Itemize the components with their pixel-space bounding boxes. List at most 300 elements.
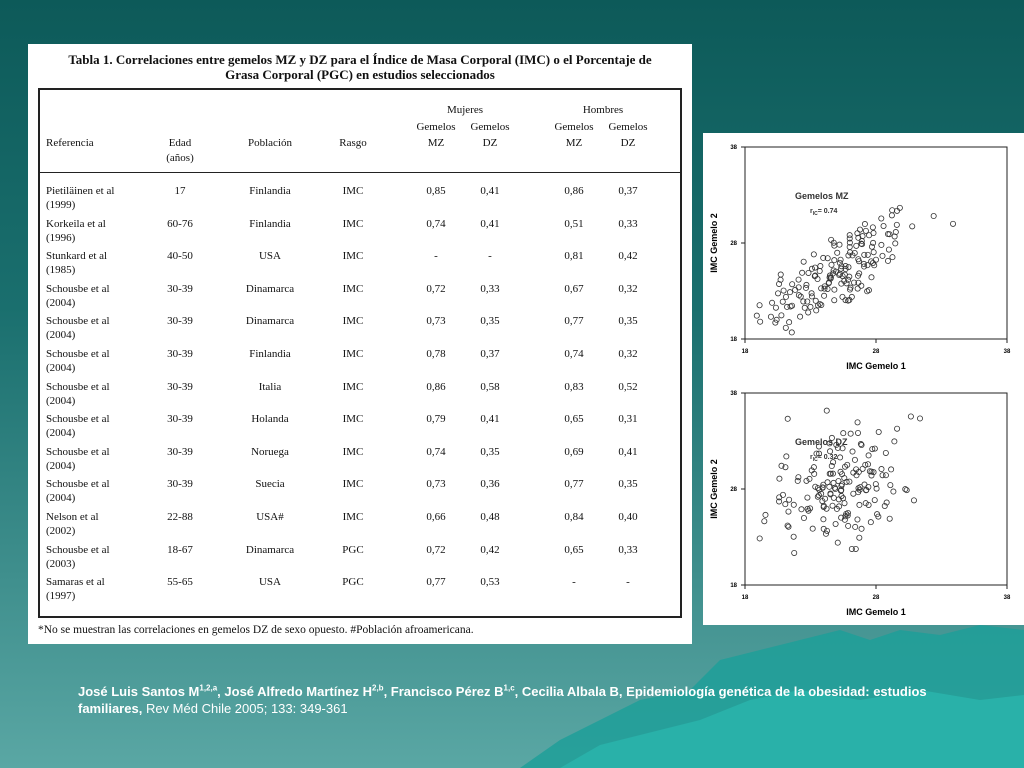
cell-referencia-year: (2004) (46, 296, 76, 309)
cell-m_mz: 0,78 (426, 348, 446, 360)
scatter-plot-dz (703, 379, 1024, 625)
scatter-svg-dz (703, 379, 1024, 625)
cell-edad: 17 (174, 185, 186, 197)
data-point (781, 288, 786, 293)
header-edad: Edad (168, 137, 192, 149)
header-hombres: Hombres (582, 104, 624, 116)
cell-edad: 60-76 (167, 217, 193, 230)
cell-edad: 30-39 (167, 478, 193, 491)
header-mz: MZ (565, 137, 583, 149)
cell-m_dz: 0,37 (480, 348, 500, 360)
cell-edad: 30-39 (167, 445, 193, 458)
x-tick-label: 28 (872, 349, 880, 355)
cell-h_mz: 0,65 (564, 413, 584, 426)
y-tick-label: 28 (730, 487, 737, 493)
cell-referencia-year: (1997) (46, 590, 76, 603)
cell-edad: 55-65 (167, 576, 193, 589)
data-point (830, 503, 835, 508)
data-point (836, 478, 841, 483)
data-point (866, 288, 871, 293)
cell-rasgo: IMC (342, 282, 364, 295)
cell-h_mz: 0,77 (564, 478, 584, 491)
cell-rasgo: IMC (342, 511, 364, 523)
header-edad-unit: (años) (166, 152, 194, 164)
cell-rasgo: IMC (342, 315, 364, 328)
data-point (841, 431, 846, 436)
data-point (857, 227, 862, 232)
x-tick-label: 38 (1003, 349, 1011, 355)
data-point (842, 475, 847, 480)
data-point (838, 257, 843, 262)
citation-author1: José Luis Santos M (78, 684, 200, 700)
data-point (810, 526, 815, 531)
data-point (852, 457, 857, 462)
cell-h_dz: 0,37 (618, 185, 638, 197)
data-point (769, 300, 774, 305)
table-footnote: *No se muestran las correlaciones en gemelos DZ de sexo opuesto. #Población afroamericana. (38, 624, 474, 636)
data-point (894, 222, 899, 227)
data-point (779, 313, 784, 318)
cell-referencia: Schousbe et al (46, 348, 110, 360)
cell-poblacion: Finlandia (249, 185, 291, 197)
citation-author2: , José Alfredo Martínez H (217, 684, 372, 700)
cell-h_dz: 0,31 (618, 413, 638, 426)
cell-h_dz: 0,32 (618, 348, 638, 360)
data-point (870, 225, 875, 230)
data-point (806, 310, 811, 315)
cell-referencia: Schousbe et al (46, 478, 110, 491)
cell-m_mz: 0,66 (426, 511, 446, 523)
data-point (832, 258, 837, 263)
header-mujeres: Mujeres (446, 104, 484, 116)
cell-edad: 40-50 (167, 250, 193, 263)
data-point (893, 241, 898, 246)
cell-referencia-year: (2003) (46, 557, 76, 570)
data-point (855, 420, 860, 425)
cell-referencia: Stunkard et al (46, 250, 108, 263)
header-poblacion: Población (248, 137, 292, 149)
header-rasgo: Rasgo (339, 137, 367, 149)
data-point (889, 213, 894, 218)
data-point (851, 491, 856, 496)
data-point (789, 330, 794, 335)
cell-edad: 22-88 (167, 511, 193, 523)
cell-m_mz: 0,86 (426, 380, 446, 393)
chart-title: Gemelos DZ (795, 437, 848, 447)
data-point (825, 480, 830, 485)
data-point (809, 294, 814, 299)
cell-referencia: Schousbe et al (46, 413, 110, 426)
cell-h_dz: 0,35 (618, 315, 638, 328)
data-point (889, 467, 894, 472)
citation-sup2: 2,b (372, 684, 384, 693)
table-title-line1: Tabla 1. Correlaciones entre gemelos MZ y DZ para el Índice de Masa Corporal (IMC) o el Porcentaje de (68, 52, 652, 67)
data-point (812, 471, 817, 476)
data-point (758, 319, 763, 324)
data-point (832, 287, 837, 292)
plot-frame (745, 393, 1007, 585)
citation-journal: Rev Méd Chile 2005; 133: 349-361 (142, 701, 348, 717)
header-gemelos: Gemelos (608, 121, 648, 133)
cell-m_dz: 0,53 (480, 576, 500, 589)
x-tick-label: 28 (872, 595, 880, 601)
cell-referencia: Schousbe et al (46, 282, 110, 295)
cell-m_dz: - (488, 250, 492, 263)
data-point (802, 305, 807, 310)
data-point (950, 221, 955, 226)
data-point (850, 449, 855, 454)
x-axis-label: IMC Gemelo 1 (846, 361, 906, 371)
cell-h_mz: - (572, 576, 576, 589)
data-point (868, 520, 873, 525)
data-point (793, 287, 798, 292)
citation-sup3: 1,c (503, 684, 515, 693)
cell-referencia-year: (2004) (46, 427, 76, 440)
data-point (786, 509, 791, 514)
cell-poblacion: Suecia (255, 478, 285, 491)
data-point (796, 277, 801, 282)
table-title (38, 52, 682, 82)
data-point (853, 524, 858, 529)
data-point (872, 498, 877, 503)
cell-rasgo: IMC (342, 348, 364, 360)
cell-edad: 18-67 (167, 543, 193, 556)
cell-referencia: Korkeila et al (46, 217, 106, 230)
data-point (857, 502, 862, 507)
data-point (783, 294, 788, 299)
data-point (840, 294, 845, 299)
cell-m_dz: 0,41 (480, 217, 500, 230)
cell-rasgo: PGC (342, 543, 364, 556)
cell-m_mz: 0,74 (426, 445, 446, 458)
x-tick-label: 18 (741, 349, 749, 355)
data-point (851, 470, 856, 475)
header-gemelos: Gemelos (554, 121, 594, 133)
citation (78, 680, 938, 717)
cell-m_dz: 0,35 (480, 315, 500, 328)
cell-referencia-year: (2004) (46, 459, 76, 472)
y-tick-label: 38 (730, 145, 737, 151)
cell-referencia-year: (2002) (46, 525, 76, 537)
data-point (879, 242, 884, 247)
header-dz: DZ (482, 137, 498, 149)
data-point (876, 429, 881, 434)
cell-h_dz: 0,35 (618, 478, 638, 491)
data-point (778, 272, 783, 277)
cell-referencia-year: (1999) (46, 199, 76, 211)
y-tick-label: 18 (730, 583, 737, 589)
data-point (892, 439, 897, 444)
cell-h_dz: 0,52 (618, 380, 638, 393)
cell-h_mz: 0,65 (564, 543, 584, 556)
x-tick-label: 38 (1003, 595, 1011, 601)
data-point (787, 497, 792, 502)
cell-edad: 30-39 (167, 380, 193, 393)
data-point (910, 224, 915, 229)
cell-m_mz: 0,72 (426, 282, 446, 295)
data-point (838, 455, 843, 460)
data-point (862, 221, 867, 226)
cell-m_mz: - (434, 250, 438, 263)
header-gemelos: Gemelos (470, 121, 510, 133)
data-point (879, 216, 884, 221)
chart-title: Gemelos MZ (795, 191, 849, 201)
cell-poblacion: Dinamarca (245, 315, 295, 328)
cell-h_dz: 0,32 (618, 282, 638, 295)
data-point (785, 416, 790, 421)
cell-h_dz: 0,42 (618, 250, 638, 263)
cell-poblacion: Holanda (251, 413, 289, 426)
data-point (783, 325, 788, 330)
header-divider (40, 172, 680, 173)
data-point (790, 282, 795, 287)
data-point (855, 517, 860, 522)
citation-author4: , Cecilia Albala B, Epidemiología genética de la obesidad: estudios familiares, (78, 684, 927, 717)
cell-referencia-year: (2004) (46, 362, 76, 374)
cell-h_mz: 0,81 (564, 250, 584, 263)
cell-h_mz: 0,86 (564, 185, 584, 197)
data-point (842, 501, 847, 506)
data-point (879, 466, 884, 471)
cell-referencia: Nelson et al (46, 511, 99, 523)
data-point (880, 253, 885, 258)
data-point (886, 247, 891, 252)
data-point (775, 291, 780, 296)
data-point (904, 487, 909, 492)
y-axis-label: IMC Gemelo 2 (709, 213, 719, 273)
data-point (784, 304, 789, 309)
cell-h_dz: 0,33 (618, 543, 638, 556)
data-point (784, 454, 789, 459)
data-point (817, 268, 822, 273)
cell-rasgo: IMC (342, 217, 364, 230)
data-point (908, 414, 913, 419)
cell-poblacion: USA (258, 250, 281, 263)
cell-poblacion: Finlandia (249, 217, 291, 230)
cell-referencia: Schousbe et al (46, 543, 110, 556)
cell-h_mz: 0,77 (564, 315, 584, 328)
data-point (797, 314, 802, 319)
data-point (762, 519, 767, 524)
cell-referencia: Schousbe et al (46, 315, 110, 328)
data-point (894, 426, 899, 431)
data-point (796, 285, 801, 290)
data-point (859, 526, 864, 531)
cell-referencia: Pietiläinen et al (46, 185, 115, 197)
data-point (804, 282, 809, 287)
data-point (821, 293, 826, 298)
cell-rasgo: IMC (342, 380, 364, 393)
cell-referencia-year: (2004) (46, 329, 76, 342)
data-point (871, 230, 876, 235)
data-point (791, 502, 796, 507)
data-point (881, 223, 886, 228)
cell-m_dz: 0,35 (480, 445, 500, 458)
y-tick-label: 38 (730, 391, 737, 397)
cell-rasgo: IMC (342, 478, 364, 491)
scatter-svg-mz (703, 133, 1024, 379)
cell-edad: 30-39 (167, 315, 193, 328)
data-point (855, 430, 860, 435)
data-point (801, 259, 806, 264)
data-point (853, 546, 858, 551)
cell-h_mz: 0,67 (564, 282, 584, 295)
cell-referencia: Samaras et al (46, 576, 105, 589)
cell-edad: 30-39 (167, 413, 193, 426)
header-dz: DZ (620, 137, 636, 149)
data-point (883, 450, 888, 455)
data-point (865, 263, 870, 268)
data-point (783, 502, 788, 507)
data-point (891, 489, 896, 494)
data-point (888, 483, 893, 488)
cell-h_mz: 0,74 (564, 348, 584, 360)
cell-poblacion: Noruega (251, 445, 289, 458)
data-point (811, 252, 816, 257)
cell-m_dz: 0,41 (480, 413, 500, 426)
cell-poblacion: Dinamarca (245, 282, 295, 295)
data-point (821, 517, 826, 522)
data-point (846, 523, 851, 528)
data-point (795, 478, 800, 483)
data-point (805, 495, 810, 500)
data-point (800, 270, 805, 275)
cell-referencia-year: (2004) (46, 492, 76, 505)
cell-m_dz: 0,41 (480, 185, 500, 197)
cell-referencia-year: (1996) (46, 231, 76, 244)
y-axis-label: IMC Gemelo 2 (709, 459, 719, 519)
cell-h_dz: 0,40 (618, 511, 638, 523)
data-point (847, 233, 852, 238)
data-point (885, 258, 890, 263)
data-point (780, 299, 785, 304)
citation-author3: , Francisco Pérez B (383, 684, 504, 700)
cell-rasgo: PGC (342, 576, 364, 589)
data-point (808, 304, 813, 309)
data-point (869, 275, 874, 280)
x-axis-label: IMC Gemelo 1 (846, 607, 906, 617)
cell-m_dz: 0,36 (480, 478, 500, 491)
data-point (801, 299, 806, 304)
header-referencia: Referencia (46, 137, 94, 149)
header-gemelos: Gemelos (416, 121, 456, 133)
data-point (824, 408, 829, 413)
cell-m_mz: 0,77 (426, 576, 446, 589)
data-point (835, 250, 840, 255)
data-point (791, 534, 796, 539)
data-point (787, 290, 792, 295)
cell-m_mz: 0,73 (426, 478, 446, 491)
data-point (894, 208, 899, 213)
cell-h_mz: 0,83 (564, 380, 584, 393)
data-point (833, 521, 838, 526)
cell-m_mz: 0,73 (426, 315, 446, 328)
data-point (757, 536, 762, 541)
cell-edad: 30-39 (167, 348, 193, 360)
cell-m_mz: 0,79 (426, 413, 446, 426)
data-point (773, 305, 778, 310)
data-point (831, 480, 836, 485)
data-point (806, 270, 811, 275)
data-point (818, 263, 823, 268)
data-point (887, 516, 892, 521)
cell-poblacion: USA# (256, 511, 284, 523)
y-tick-label: 28 (730, 241, 737, 247)
correlation-label: $r_{IC}= 0.32$ (810, 454, 838, 463)
data-point (848, 431, 853, 436)
data-point (787, 320, 792, 325)
cell-poblacion: USA (258, 576, 281, 589)
cell-m_dz: 0,33 (480, 282, 500, 295)
data-point (801, 515, 806, 520)
cell-h_mz: 0,51 (564, 217, 584, 230)
cell-poblacion: Finlandia (249, 348, 291, 360)
cell-referencia-year: (1985) (46, 264, 76, 277)
cell-rasgo: IMC (342, 250, 364, 263)
data-point (823, 531, 828, 536)
data-point (857, 535, 862, 540)
table-box (38, 88, 682, 618)
data-point (890, 255, 895, 260)
data-point (814, 308, 819, 313)
data-point (854, 243, 859, 248)
cell-poblacion: Italia (258, 380, 282, 393)
cell-poblacion: Dinamarca (245, 543, 295, 556)
data-point (812, 265, 817, 270)
data-point (855, 286, 860, 291)
data-point (911, 498, 916, 503)
data-point (862, 252, 867, 257)
scatter-panel (703, 133, 1024, 625)
data-point (763, 512, 768, 517)
cell-h_dz: 0,41 (618, 445, 638, 458)
data-point (890, 208, 895, 213)
data-point (837, 242, 842, 247)
cell-m_dz: 0,58 (480, 380, 500, 393)
data-point (859, 283, 864, 288)
cell-h_mz: 0,84 (564, 511, 584, 523)
cell-m_dz: 0,48 (480, 511, 500, 523)
data-point (917, 416, 922, 421)
cell-rasgo: IMC (342, 185, 364, 197)
cell-m_dz: 0,42 (480, 543, 500, 556)
correlation-label: $r_{IC}= 0.74$ (810, 208, 838, 217)
cell-referencia: Schousbe et al (46, 380, 110, 393)
y-tick-label: 18 (730, 337, 737, 343)
data-point (835, 540, 840, 545)
data-point (880, 473, 885, 478)
x-tick-label: 18 (741, 595, 749, 601)
data-point (897, 205, 902, 210)
cell-rasgo: IMC (342, 445, 364, 458)
table-panel (28, 44, 692, 644)
data-point (832, 298, 837, 303)
data-point (757, 303, 762, 308)
cell-referencia-year: (2004) (46, 394, 76, 407)
data-point (799, 507, 804, 512)
scatter-plot-mz (703, 133, 1024, 379)
data-point (866, 453, 871, 458)
cell-h_dz: - (626, 576, 630, 589)
cell-rasgo: IMC (342, 413, 364, 426)
cell-m_mz: 0,85 (426, 185, 446, 197)
data-point (871, 250, 876, 255)
cell-h_dz: 0,33 (618, 217, 638, 230)
data-point (754, 313, 759, 318)
cell-m_mz: 0,72 (426, 543, 446, 556)
table-title-line2: Grasa Corporal (PGC) en estudios seleccionados (225, 67, 495, 82)
data-point (792, 550, 797, 555)
